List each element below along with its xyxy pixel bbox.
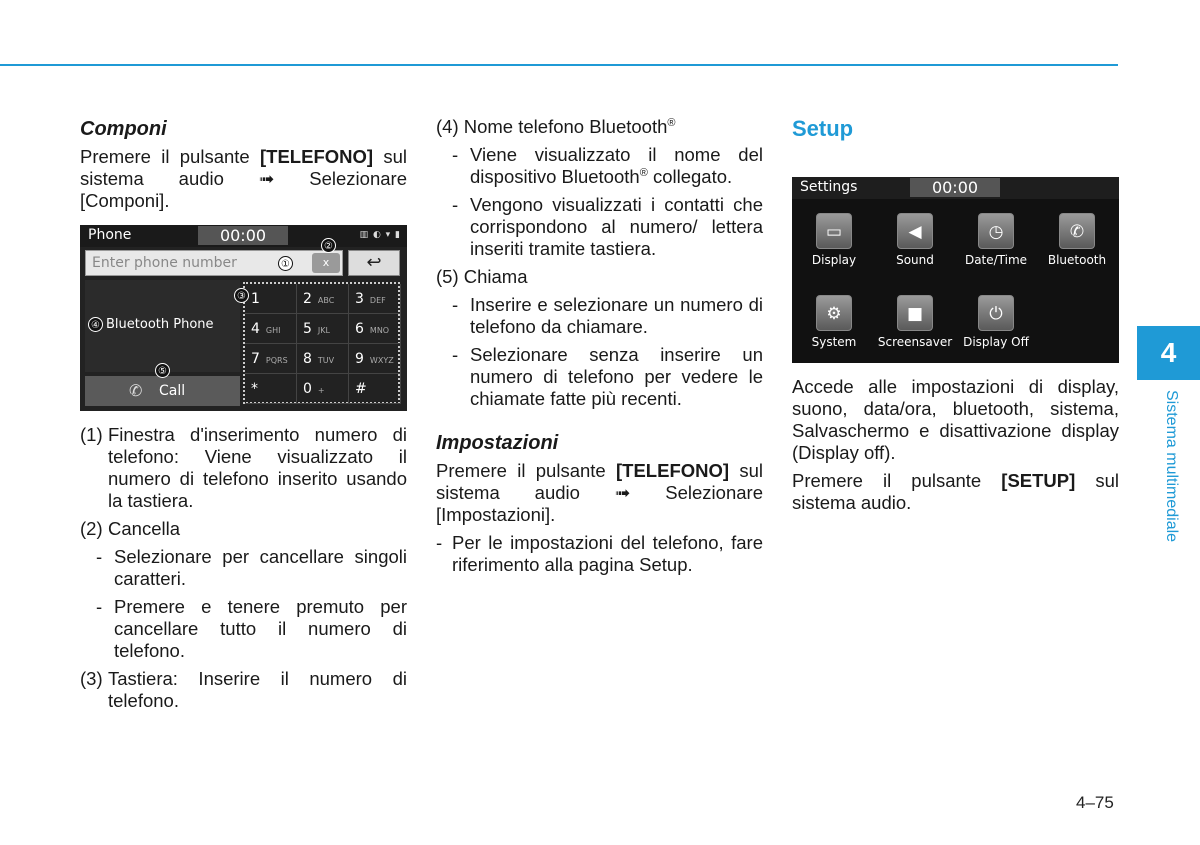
key-4[interactable] [245,314,297,344]
key-letters: MNO [369,326,390,335]
column-3-text [792,376,1119,520]
intro-text-end: sul sistema audio ➟ Selezionare [Componi]. [80,146,407,211]
list-subitem [436,194,763,260]
setting-label: Date/Time [964,253,1028,267]
key-digit: 0 [303,381,312,397]
key-5[interactable] [297,314,349,344]
column-1-list [80,424,407,718]
dash: - [452,144,459,165]
dash: - [452,194,459,215]
call-label: Call [159,383,186,399]
intro-button-name: [SETUP] [1001,470,1076,491]
setting-display[interactable] [794,213,874,273]
setting-label: Sound [896,253,934,267]
key-digit: 7 [251,351,260,367]
callout-1: ① [278,256,293,271]
key-letters: DEF [369,296,386,305]
phone-screen [80,225,407,411]
list-item-3 [80,668,407,712]
item-number: (3) [80,668,103,689]
key-digit: # [355,381,367,397]
key-letters: ABC [317,296,335,305]
settings-status-bar [792,177,1119,199]
intro-text-end: sul sistema audio ➟ Selezionare [Impostazioni]. [436,460,763,525]
key-letters: PQRS [265,356,288,365]
callout-2: ② [321,238,336,253]
phone-title: Phone [88,227,132,243]
list-subitem [80,546,407,590]
settings-screen [792,177,1119,363]
phone-handset-icon: ✆ [129,381,143,400]
item-5: (5) Chiama [436,266,528,287]
key-7[interactable] [245,344,297,374]
settings-clock: 00:00 [910,178,1000,197]
item-text: Selezionare senza inserire un numero di telefono per vedere le chiamate fatte più recenti. [470,344,763,409]
status-icons: ▥ ◐ ▾ ▮ [359,230,401,240]
key-8[interactable] [297,344,349,374]
key-hash[interactable] [349,374,401,404]
key-digit: 9 [355,351,364,367]
key-letters: JKL [317,326,330,335]
call-button[interactable] [85,376,240,406]
intro-text-end: sul sistema audio. [792,470,1119,513]
setting-label: Screensaver [877,335,953,349]
setting-system[interactable] [794,295,874,355]
list-subitem [436,294,763,338]
item-number: (1) [80,424,103,445]
key-digit: 5 [303,321,312,337]
key-letters: TUV [317,356,335,365]
setting-screensaver[interactable] [875,295,955,355]
list-subitem [80,596,407,662]
intro-button-name: [TELEFONO] [616,460,730,481]
gear-icon: ⚙ [816,295,852,331]
header-rule [0,64,1118,66]
heading-impostazioni: Impostazioni [436,432,559,454]
setting-label: System [811,335,857,349]
registered-mark: ® [639,166,648,179]
back-button[interactable]: ↩ [348,250,400,276]
callout-5: ⑤ [155,363,170,378]
key-letters: + [317,386,325,395]
key-digit: 6 [355,321,364,337]
speaker-icon: ◀ [897,213,933,249]
componi-intro [80,146,407,212]
item-text: Premere e tenere premuto per cancellare tutto il numero di telefono. [114,596,407,661]
setting-label: Bluetooth [1047,253,1107,267]
item-text: Inserire e selezionare un numero di telefono da chiamare. [470,294,763,337]
column-2 [436,116,763,582]
setting-label: Display Off [963,335,1029,349]
screensaver-icon: ■ [897,295,933,331]
power-icon: ⏻ [978,295,1014,331]
dash: - [452,294,459,315]
callout-3: ③ [234,288,249,303]
key-digit: 4 [251,321,260,337]
item-text: Selezionare per cancellare singoli caratteri. [114,546,407,589]
settings-title: Settings [800,179,858,195]
key-digit: * [251,381,258,397]
intro-text: Premere il pulsante [792,470,1002,491]
key-3[interactable] [349,284,401,314]
impostazioni-intro [436,460,763,526]
dash: - [96,546,103,567]
key-digit: 1 [251,291,260,307]
setting-label: Display [811,253,857,267]
list-subitem [436,144,763,188]
item-text: Cancella [108,518,180,539]
setting-bluetooth[interactable] [1037,213,1117,273]
keypad [243,282,400,404]
column-3 [792,116,1119,142]
key-1[interactable] [245,284,297,314]
setup-intro [792,470,1119,514]
item-text: Finestra d'inserimento numero di telefono: Viene visualizzato il numero di telefono inserito usando la tastiera. [108,424,407,511]
item-text: Viene visualizzato il nome del dispositivo Bluetooth [470,144,763,187]
page-number: 4–75 [1076,793,1114,812]
key-6[interactable] [349,314,401,344]
intro-text: Premere il pulsante [436,460,616,481]
setup-description: Accede alle impostazioni di display, suono, data/ora, bluetooth, sistema, Salvaschermo e disattivazione display (Display off). [792,376,1119,463]
item-text-end: collegato. [647,166,733,187]
item-number: (2) [80,518,103,539]
dash: - [452,344,459,365]
key-letters: GHI [265,326,281,335]
list-item-1 [80,424,407,512]
item-text: (4) Nome telefono Bluetooth [436,116,668,137]
key-star[interactable] [245,374,297,404]
chapter-tab: 4 [1137,326,1200,380]
item-text: Per le impostazioni del telefono, fare riferimento alla pagina Setup. [452,532,763,575]
chapter-title: Sistema multimediale [1163,390,1180,543]
list-subitem [436,532,763,576]
key-digit: 2 [303,291,312,307]
item-text: Vengono visualizzati i contatti che corrispondono al numero/ lettera inseriti tramite tastiera. [470,194,763,259]
key-digit: 8 [303,351,312,367]
setting-date-time[interactable] [956,213,1036,273]
key-letters: WXYZ [369,356,394,365]
key-9[interactable] [349,344,401,374]
heading-componi: Componi [80,118,167,140]
key-2[interactable] [297,284,349,314]
item-text: Tastiera: Inserire il numero di telefono. [108,668,407,711]
intro-button-name: [TELEFONO] [260,146,374,167]
phone-number-input[interactable]: Enter phone number [85,250,343,276]
heading-setup: Setup [792,116,854,141]
intro-text: Premere il pulsante [80,146,260,167]
bluetooth-phone-icon: ✆ [1059,213,1095,249]
display-icon: ▭ [816,213,852,249]
registered-mark: ® [667,116,676,129]
key-digit: 3 [355,291,364,307]
setting-display-off[interactable] [956,295,1036,355]
column-1 [80,116,407,218]
clock-icon: ◷ [978,213,1014,249]
setting-sound[interactable] [875,213,955,273]
bluetooth-phone-label: Bluetooth Phone [106,317,214,332]
phone-status-bar [80,225,407,247]
dash: - [96,596,103,617]
phone-clock: 00:00 [198,226,288,245]
delete-button[interactable]: x [312,253,340,273]
dash: - [436,532,443,553]
callout-4: ④ [88,317,103,332]
list-item-2 [80,518,407,540]
item-4 [436,116,763,138]
list-subitem [436,344,763,410]
key-0[interactable] [297,374,349,404]
